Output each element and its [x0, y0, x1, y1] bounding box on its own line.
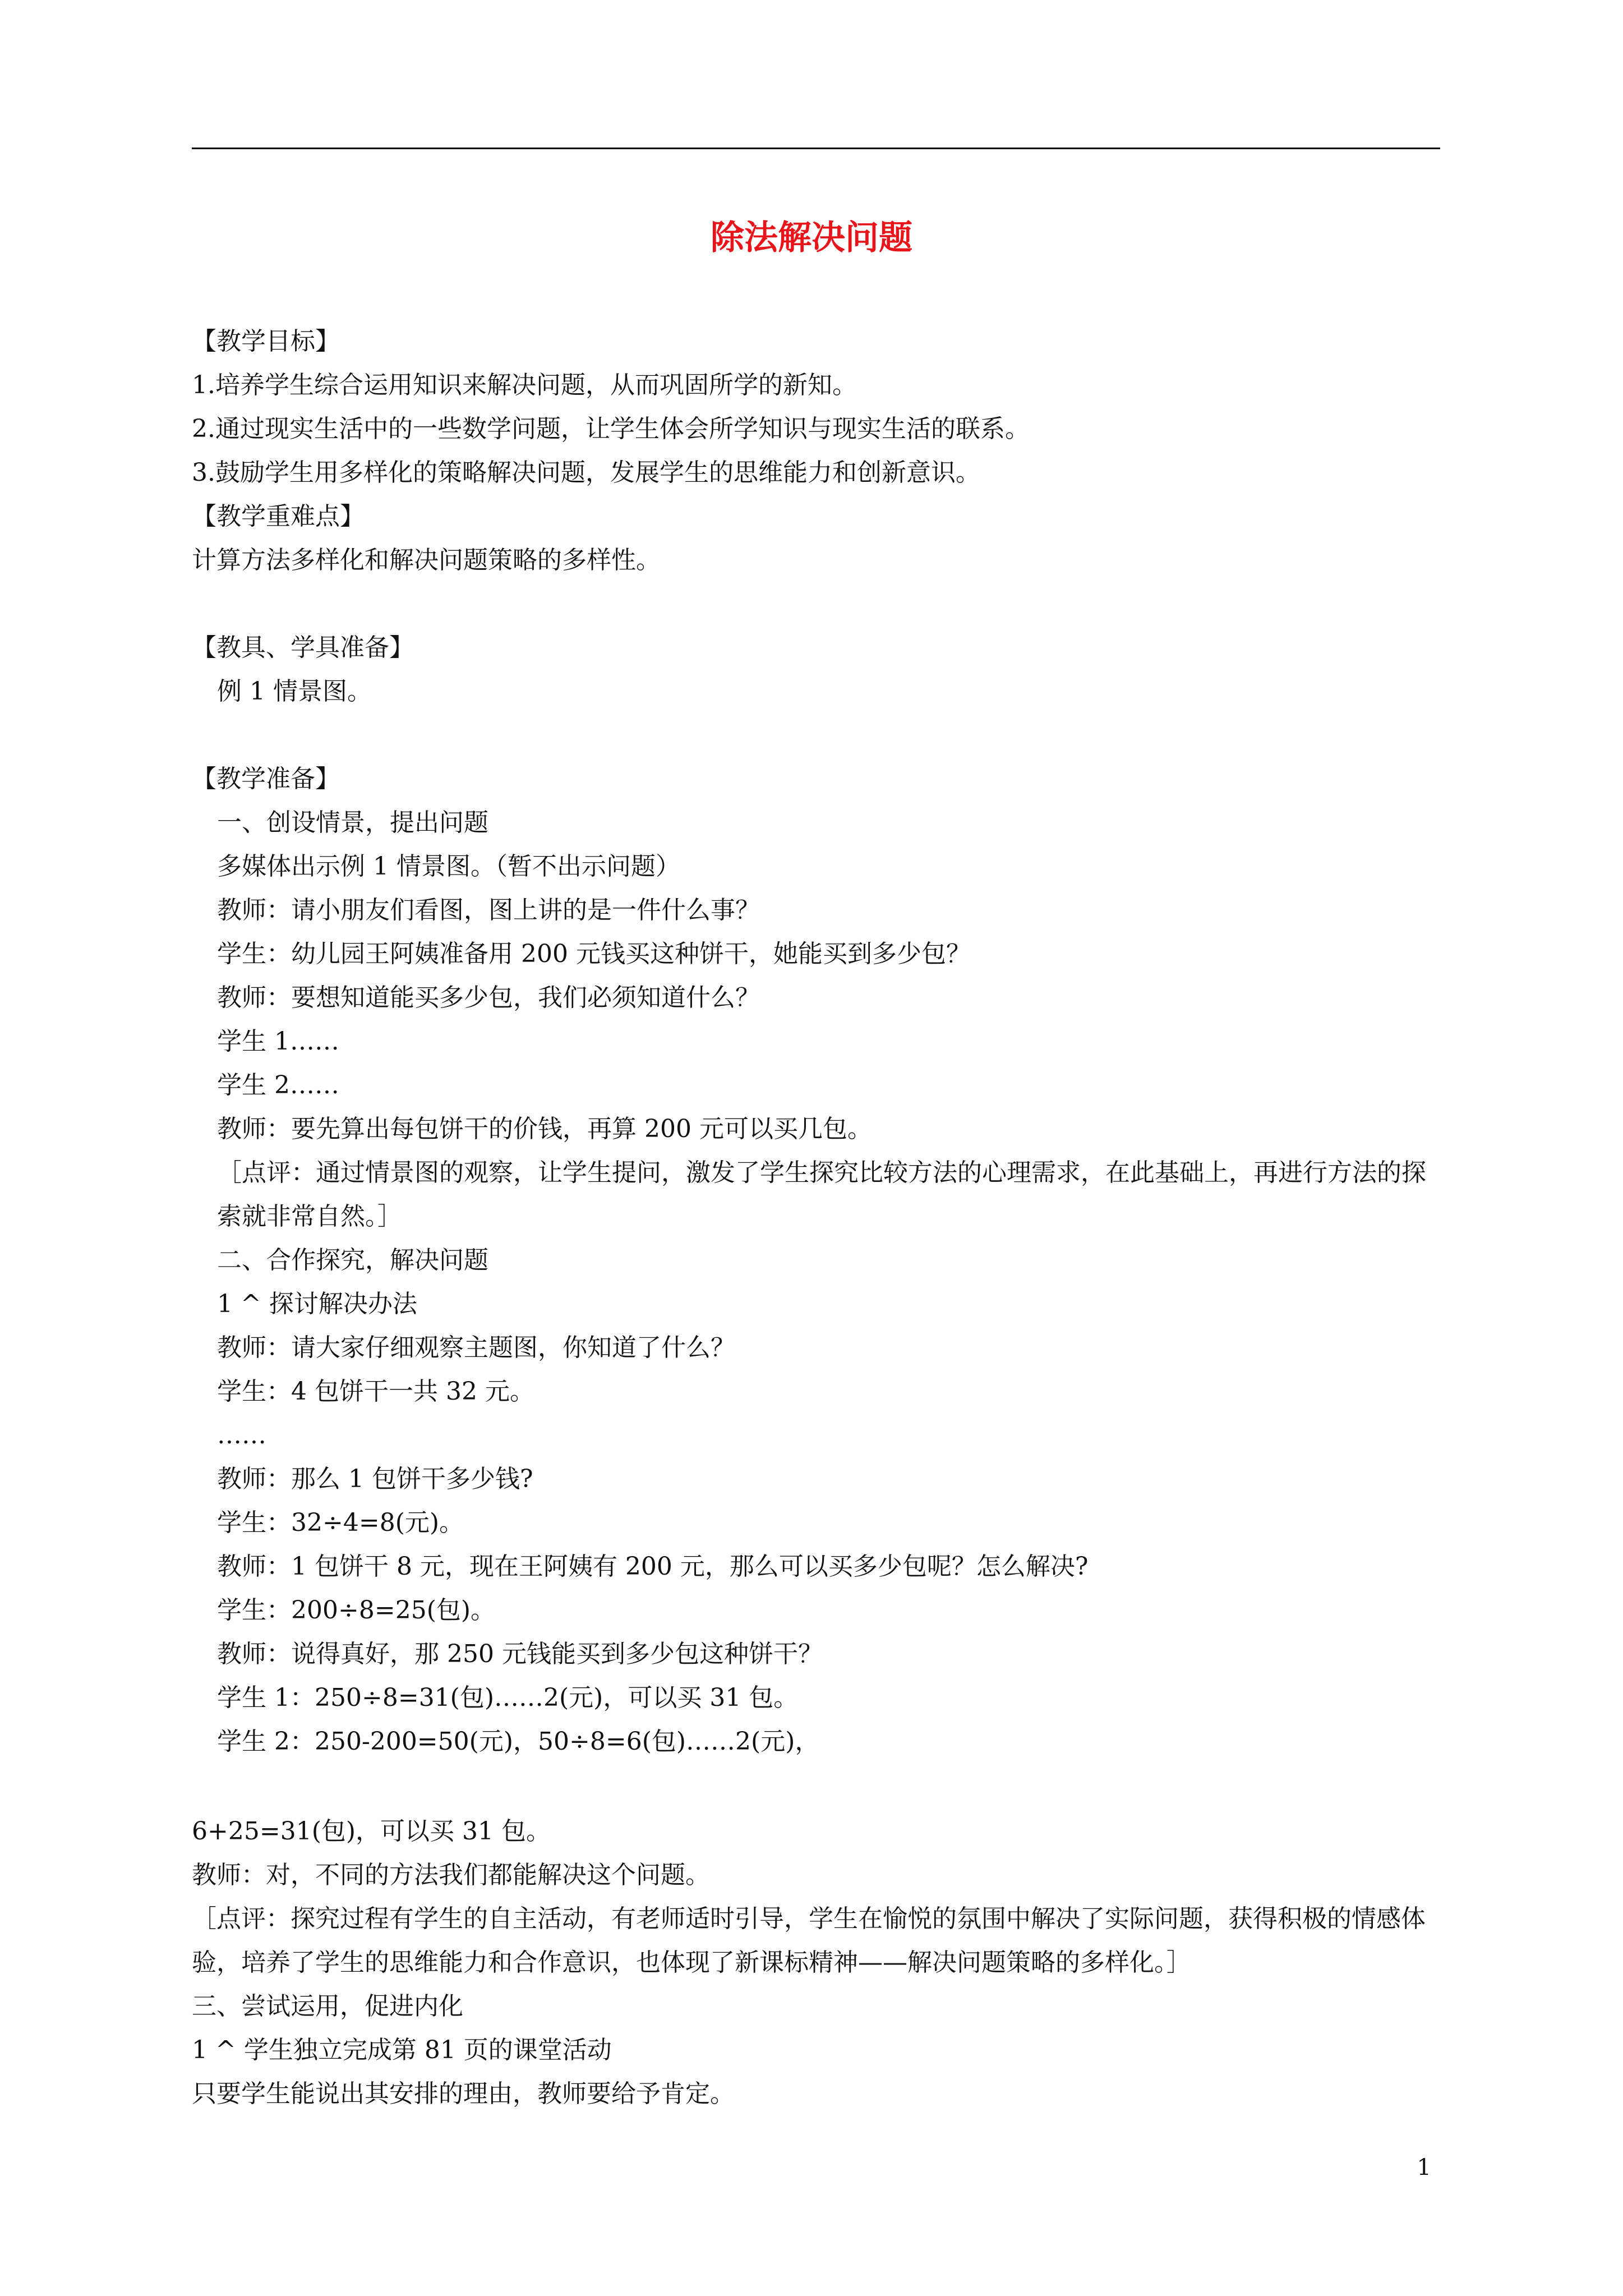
section-heading-keypoints: 【教学重难点】 — [192, 502, 365, 531]
page-title: 除法解决问题 — [711, 218, 912, 257]
section-heading-prep: 【教学准备】 — [192, 765, 340, 793]
goal-item: 1.培养学生综合运用知识来解决问题，从而巩固所学的新知。 — [192, 371, 857, 399]
paragraph: 只要学生能说出其安排的理由，教师要给予肯定。 — [192, 2079, 735, 2108]
step-heading: 1 ^ 探讨解决办法 — [217, 1290, 417, 1318]
dialogue-line: 教师：说得真好，那 250 元钱能买到多少包这种饼干？ — [217, 1640, 823, 1668]
dialogue-line: 学生 2…… — [217, 1071, 339, 1099]
dialogue-line: 教师：1 包饼干 8 元，现在王阿姨有 200 元，那么可以买多少包呢？怎么解决? — [217, 1552, 1089, 1581]
dialogue-line: 教师：要想知道能买多少包，我们必须知道什么？ — [217, 983, 760, 1012]
ellipsis-line: …… — [217, 1421, 266, 1450]
dialogue-line: 学生：4 包饼干一共 32 元。 — [217, 1377, 534, 1406]
dialogue-line: 学生 1…… — [217, 1027, 339, 1056]
subsection-heading: 一、创设情景，提出问题 — [217, 808, 488, 837]
tools-text: 例 1 情景图。 — [217, 677, 372, 706]
goal-item: 2.通过现实生活中的一些数学问题，让学生体会所学知识与现实生活的联系。 — [192, 415, 1030, 443]
dialogue-line: 6+25=31(包)，可以买 31 包。 — [192, 1817, 551, 1846]
section-heading-goals: 【教学目标】 — [192, 327, 340, 356]
header-rule — [192, 148, 1440, 149]
comment-note: ［点评：探究过程有学生的自主活动，有老师适时引导，学生在愉悦的氛围中解决了实际问题，获得积极的情感体验，培养了学生的思维能力和合作意识，也体现了新课标精神——解决问题策略的多样化。］ — [192, 1904, 1426, 1977]
dialogue-line: 学生：32÷4=8(元)。 — [217, 1508, 464, 1537]
spacer — [192, 714, 1440, 757]
dialogue-line: 学生：200÷8=25(包)。 — [217, 1596, 496, 1625]
goal-item: 3.鼓励学生用多样化的策略解决问题，发展学生的思维能力和创新意识。 — [192, 458, 980, 487]
dialogue-line: 教师：要先算出每包饼干的价钱，再算 200 元可以买几包。 — [217, 1115, 872, 1143]
dialogue-line: 学生：幼儿园王阿姨准备用 200 元钱买这种饼干，她能买到多少包？ — [217, 940, 971, 968]
spacer — [192, 582, 1440, 626]
subsection-heading: 二、合作探究，解决问题 — [217, 1246, 488, 1274]
dialogue-line: 教师：对，不同的方法我们都能解决这个问题。 — [192, 1861, 710, 1889]
dialogue-line: 教师：请小朋友们看图，图上讲的是一件什么事？ — [217, 896, 760, 924]
document-body — [192, 320, 1440, 2116]
dialogue-line: 学生 2：250-200=50(元)，50÷8=6(包)……2(元)， — [217, 1727, 820, 1756]
comment-note: ［点评：通过情景图的观察，让学生提问，激发了学生探究比较方法的心理需求，在此基础上，再进行方法的探索就非常自然。］ — [217, 1158, 1426, 1231]
dialogue-line: 教师：那么 1 包饼干多少钱? — [217, 1465, 533, 1493]
section-heading-tools: 【教具、学具准备】 — [192, 633, 414, 662]
page-number: 1 — [1417, 2155, 1431, 2180]
paragraph: 多媒体出示例 1 情景图。（暂不出示问题） — [217, 852, 680, 881]
step-heading: 1 ^ 学生独立完成第 81 页的课堂活动 — [192, 2036, 612, 2064]
subsection-heading: 三、尝试运用，促进内化 — [192, 1992, 463, 2021]
keypoints-text: 计算方法多样化和解决问题策略的多样性。 — [192, 546, 661, 574]
dialogue-line: 教师：请大家仔细观察主题图，你知道了什么？ — [217, 1333, 735, 1362]
dialogue-line: 学生 1：250÷8=31(包)……2(元)，可以买 31 包。 — [217, 1683, 799, 1712]
spacer — [192, 1764, 1440, 1810]
